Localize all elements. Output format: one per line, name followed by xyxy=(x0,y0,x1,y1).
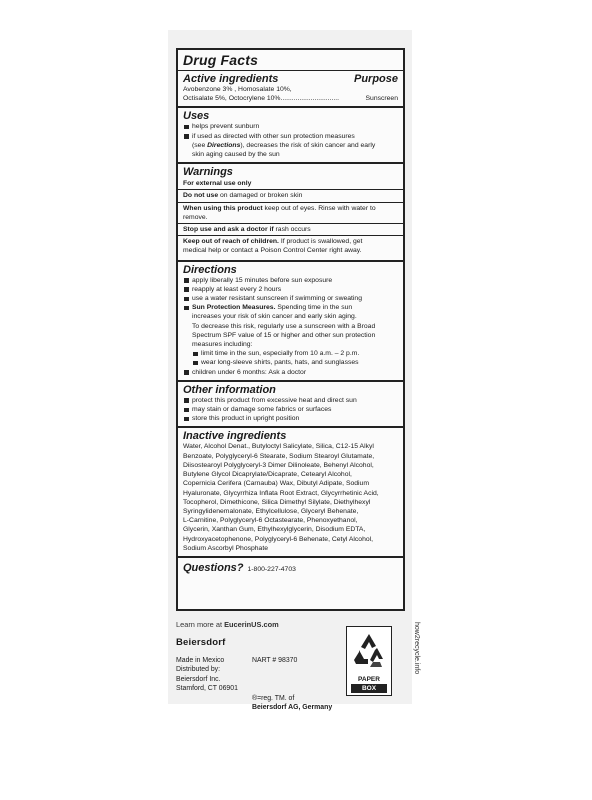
other-item: may stain or damage some fabrics or surfaces xyxy=(183,405,398,414)
direction-item xyxy=(183,303,398,312)
keep-out-text: If product is swallowed, get xyxy=(278,238,363,246)
direction-item: reapply at least every 2 hours xyxy=(183,285,398,294)
learn-more-text: Learn more at xyxy=(176,620,225,629)
warnings-heading: Warnings xyxy=(183,166,233,179)
active-line-1: Avobenzone 3% , Homosalate 10%, xyxy=(183,86,292,93)
inactive-line: Hyaluronate, Glycyrrhiza Inflata Root Extract, Glycyrrhetinic Acid, xyxy=(183,489,379,497)
trademark-note xyxy=(252,694,372,713)
stop-use xyxy=(178,223,403,235)
external-use xyxy=(178,178,403,189)
do-not-use-label: Do not use xyxy=(183,192,219,200)
questions-phone: 1-800-227-4703 xyxy=(247,565,296,573)
inactive-line: Diisostearoyl Polyglyceryl-3 Dimer Dilinoleate, Behenyl Alcohol, xyxy=(183,461,374,469)
uses-item: helps prevent sunburn xyxy=(183,122,398,131)
uses-directions-ref: Directions xyxy=(207,141,241,149)
address-line: Beiersdorf Inc. xyxy=(176,675,221,683)
questions-heading: Questions? xyxy=(183,561,244,574)
stop-use-text: rash occurs xyxy=(273,226,311,234)
inactive-line: Copernicia Cerifera (Carnauba) Wax, Dibutyl Adipate, Sodium xyxy=(183,480,369,488)
active-line-2-text: Octisalate 5%, Octocrylene 10% xyxy=(183,95,281,103)
nart-number: NART # 98370 xyxy=(252,657,298,664)
active-ingredients-section xyxy=(178,50,403,106)
learn-more-site: EucerinUS.com xyxy=(224,620,279,629)
inactive-line: Butylene Glycol Dicaprylate/Dicaprate, Cetearyl Alcohol, xyxy=(183,471,352,479)
inactive-line: Glycerin, Xanthan Gum, Ethylhexylglycerin, Disodium EDTA, xyxy=(183,526,366,534)
address-line: Stamford, CT 06901 xyxy=(176,685,238,693)
when-using-label: When using this product xyxy=(183,204,263,212)
uses-heading: Uses xyxy=(183,110,210,123)
direction-cont: measures including: xyxy=(192,341,253,349)
direction-cont: To decrease this risk, regularly use a sunscreen with a Broad xyxy=(192,322,376,330)
address-line: Made in Mexico xyxy=(176,657,225,664)
when-using xyxy=(178,202,403,223)
inactive-ingredients-heading: Inactive ingredients xyxy=(183,430,287,443)
inactive-line: L-Carnitine, Polyglyceryl-6 Octastearate, Phenoxyethanol, xyxy=(183,517,358,525)
leader-dots: ............................... xyxy=(280,95,340,103)
keep-out-text-2: medical help or contact a Poison Control Center right away. xyxy=(183,247,362,255)
do-not-use xyxy=(178,189,403,201)
direction-cont: Spectrum SPF value of 15 or higher and other sun protection xyxy=(192,331,376,339)
uses-text: (see xyxy=(192,141,208,149)
trademark-line: ®=reg. TM. of xyxy=(252,695,295,702)
direction-item: use a water resistant sunscreen if swimming or sweating xyxy=(183,294,398,303)
other-information-heading: Other information xyxy=(183,383,276,396)
sun-protection-text: Spending time in the sun xyxy=(275,304,353,312)
active-ingredients-heading: Active ingredients xyxy=(183,73,279,85)
purpose-heading: Purpose xyxy=(353,73,398,85)
direction-cont: increases your risk of skin cancer and early skin aging. xyxy=(192,313,357,321)
recycle-label xyxy=(346,626,392,696)
keep-out-of-reach xyxy=(178,235,403,256)
recycle-icon xyxy=(351,631,387,671)
direction-subitem: wear long-sleeve shirts, pants, hats, and sunglasses xyxy=(183,358,398,367)
directions-heading: Directions xyxy=(183,263,237,276)
inactive-line: Benzoate, Polyglyceryl-6 Stearate, Sodium Stearoyl Glutamate, xyxy=(183,452,375,460)
direction-item: apply liberally 15 minutes before sun exposure xyxy=(183,276,398,285)
inactive-ingredients-section xyxy=(178,426,403,555)
recycle-url: how2recycle.info xyxy=(413,622,420,675)
inactive-line: Hydroxyacetophenone, Polyglyceryl-6 Behenate, Cetyl Alcohol, xyxy=(183,535,374,543)
drug-facts-box xyxy=(176,48,405,611)
keep-out-label: Keep out of reach of children. xyxy=(183,238,279,246)
uses-section xyxy=(178,106,403,162)
direction-item: children under 6 months: Ask a doctor xyxy=(183,368,398,377)
other-information-section xyxy=(178,380,403,427)
questions-section xyxy=(178,556,403,577)
uses-item: if used as directed with other sun protection measures xyxy=(183,132,398,141)
warnings-section xyxy=(178,162,403,259)
sun-protection-label: Sun Protection Measures. xyxy=(192,304,276,312)
uses-item-cont xyxy=(183,141,398,150)
brand-logo: Beiersdorf xyxy=(176,637,226,648)
purpose-value: Sunscreen xyxy=(365,95,398,103)
paper-label: PAPER xyxy=(358,676,380,683)
do-not-use-text: on damaged or broken skin xyxy=(218,192,303,200)
box-label: BOX xyxy=(351,684,387,693)
other-item: store this product in upright position xyxy=(183,414,398,423)
distributor-address xyxy=(176,656,238,694)
external-use-text: For external use only xyxy=(183,180,252,188)
address-line: Distributed by: xyxy=(176,666,221,674)
direction-subitem: limit time in the sun, especially from 10 a.m. – 2 p.m. xyxy=(183,349,398,358)
inactive-line: Sodium Ascorbyl Phosphate xyxy=(183,544,269,552)
trademark-line: Beiersdorf AG, Germany xyxy=(252,704,333,712)
when-using-text: keep out of eyes. Rinse with water to remove. xyxy=(183,204,376,221)
stop-use-label: Stop use and ask a doctor if xyxy=(183,226,274,234)
active-line-2 xyxy=(183,94,398,103)
other-item: protect this product from excessive heat and direct sun xyxy=(183,396,398,405)
directions-section xyxy=(178,260,403,380)
inactive-line: Tocopherol, Dimethicone, Silica Dimethyl Silylate, Diethylhexyl xyxy=(183,498,371,506)
inactive-line: Water, Alcohol Denat., Butyloctyl Salicylate, Silica, C12-15 Alkyl xyxy=(183,443,374,451)
uses-item-cont: skin aging caused by the sun xyxy=(192,151,280,159)
drug-facts-title: Drug Facts xyxy=(178,52,403,71)
uses-text: ), decreases the risk of skin cancer and early xyxy=(240,141,376,149)
inactive-line: Syringylidenemalonate, Ethylcellulose, Glyceryl Behenate, xyxy=(183,507,359,515)
